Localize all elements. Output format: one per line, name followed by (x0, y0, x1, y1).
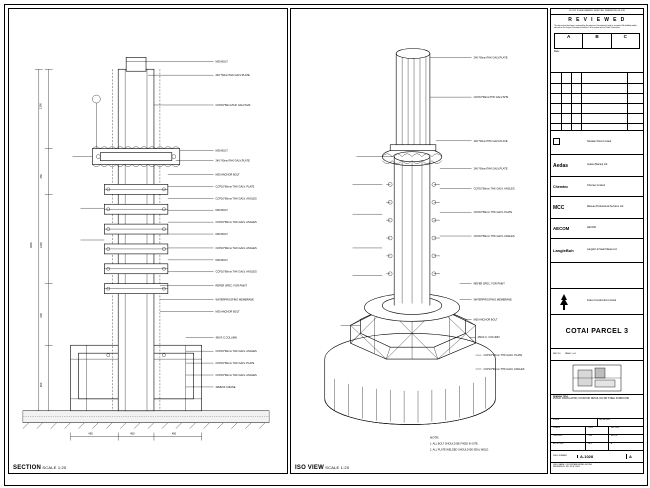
do-not-scale-note: DO NOT SCALE DRAWING. VERIFY ALL DIMENSIONS ON SITE (569, 10, 625, 12)
svg-text:CCP10*90mm THK GALV. ANGLES: CCP10*90mm THK GALV. ANGLES (215, 221, 257, 225)
section-drawing (9, 9, 285, 471)
drawing-title: PUBLIC CIRCULATION, FOUNTAIN DETAIL 04 FOR STEEL SURROUND (553, 398, 630, 401)
ref-no-label: REF. NO. (553, 353, 561, 356)
section-view-panel (8, 8, 288, 474)
section-annotation-text (216, 59, 257, 389)
section-view-scale: SCALE 1:20 (42, 465, 67, 470)
party-row-architect (551, 155, 643, 177)
svg-text:CCP10*90mm THK GALV. ANGLES: CCP10*90mm THK GALV. ANGLES (483, 367, 525, 371)
svg-text:2100: 2100 (39, 242, 43, 248)
field-row-drawn (551, 427, 643, 435)
svg-text:M30 BOLT: M30 BOLT (215, 258, 228, 262)
iso-annotation-text (474, 55, 525, 371)
project-name: COTAI PARCEL 3 (565, 328, 629, 335)
svg-text:240 *90mmTHK GALV.PLATE: 240 *90mmTHK GALV.PLATE (473, 139, 508, 143)
client-name: Novatan Direct Limited (587, 140, 612, 144)
svg-text:CCP10*90mmTHK GALV.SHS: CCP10*90mmTHK GALV.SHS (215, 103, 251, 107)
svg-text:CCP10*90mm THK GALV. ANGLES: CCP10*90mm THK GALV. ANGLES (215, 270, 257, 274)
iso-view-scale: SCALE 1:20 (325, 465, 350, 470)
rev-value: A (610, 443, 612, 445)
drawing-title-label: DRAWING TITLE (553, 396, 568, 398)
footer-reference: REFERENCE: SKC FILE: DWG (553, 466, 580, 469)
svg-text:900: 900 (39, 313, 43, 318)
party-row-client (551, 131, 643, 155)
drawn-label: DRAWN (551, 427, 586, 434)
svg-text:M30 ANCHOR BOLT: M30 ANCHOR BOLT (215, 173, 240, 177)
svg-text:CCP10*90mm THK GALV. PLATE: CCP10*90mm THK GALV. PLATE (483, 354, 523, 358)
svg-text:450 R.C. COLUMN: 450 R.C. COLUMN (477, 336, 500, 340)
scale-label: SCALE (551, 419, 598, 426)
revision-table (551, 73, 643, 131)
project-name-cell (551, 315, 643, 349)
svg-text:450: 450 (39, 174, 43, 179)
section-view-title: SECTION (13, 465, 42, 471)
key-plan-header (551, 349, 643, 361)
drawing-title-cell (551, 395, 643, 419)
structural-sub: Chemtec Limited (587, 184, 605, 188)
review-stamp-title: R E V I E W E D (568, 17, 626, 23)
svg-text:WATERPROOFING MEMBRANE: WATERPROOFING MEMBRANE (215, 298, 254, 302)
qs-sub: Langdon & Seah Macau Ltd. (587, 248, 618, 252)
svg-text:M30 ANCHOR BOLT: M30 ANCHOR BOLT (215, 310, 240, 314)
contractor-sub: Fodes Construction Limited (587, 299, 617, 303)
iso-view-title: ISO VIEW (295, 465, 324, 471)
svg-text:450: 450 (171, 432, 177, 436)
svg-text:CCP10*90mm THK GALV. PLATE: CCP10*90mm THK GALV. PLATE (473, 211, 513, 215)
iso-view-panel (290, 8, 548, 474)
drawn-value: DWG (586, 427, 608, 434)
svg-text:240 *90mmTHK GALV.PLATE: 240 *90mmTHK GALV.PLATE (473, 167, 508, 171)
architect-logo: Aedas (553, 162, 569, 169)
approved-label: APPROVED (551, 443, 586, 450)
key-plan-icon (572, 364, 622, 392)
svg-text:M30 BOLT: M30 BOLT (215, 233, 228, 237)
svg-text:3600: 3600 (29, 242, 33, 248)
date-value: SEP 2009 (610, 427, 620, 429)
title-block-footer (551, 463, 643, 473)
review-grade-a[interactable]: A (555, 34, 583, 48)
review-grade-b[interactable]: B (583, 34, 611, 48)
drawing-no-label: DWG. NUMBER (551, 455, 578, 457)
contractor-logo-icon (553, 292, 575, 312)
svg-text:REFER SPEC. FOR PAINT: REFER SPEC. FOR PAINT (215, 284, 247, 288)
svg-text:1200: 1200 (39, 103, 43, 109)
structural-logo: Chemtec (553, 184, 569, 189)
svg-text:CCP10*90mm THK GALV. ANGLES: CCP10*90mm THK GALV. ANGLES (215, 350, 257, 354)
iso-drawing (291, 9, 545, 471)
svg-text:WATERPROOFING MEMBRANE: WATERPROOFING MEMBRANE (473, 298, 512, 302)
svg-text:2. ALL PLATE WELDED SHOULD BE: 2. ALL PLATE WELDED SHOULD BE SEAL WELD. (429, 448, 489, 452)
key-plan (551, 361, 643, 395)
field-row-checked (551, 435, 643, 443)
title-block-panel (550, 8, 644, 474)
ref-no-value: PANEL 1 of 1 (564, 353, 577, 356)
review-date-label: Date : (554, 50, 561, 53)
party-row-contractor (551, 289, 643, 315)
svg-text:REFER SPEC. FOR PAINT: REFER SPEC. FOR PAINT (473, 282, 505, 286)
party-row-structural (551, 177, 643, 197)
svg-text:CCP10*90mm THK GALV. ANGLES: CCP10*90mm THK GALV. ANGLES (215, 374, 257, 378)
svg-text:CCP10*90mm THK GALV. PLATE: CCP10*90mm THK GALV. PLATE (215, 185, 255, 189)
drawing-no: A-1028 (578, 454, 627, 459)
party-row-civil (551, 219, 643, 239)
svg-text:CCP10*90mmTHK GALV.SHS: CCP10*90mmTHK GALV.SHS (473, 96, 509, 100)
svg-text:CCP10*90mm THK GALV. ANGLES: CCP10*90mm THK GALV. ANGLES (473, 187, 515, 191)
section-view-label (13, 465, 66, 471)
approved-value: APP (586, 443, 608, 450)
svg-text:450: 450 (88, 432, 93, 436)
party-row-qs (551, 239, 643, 263)
svg-text:CCP10*90mm THK GALV. ANGLES: CCP10*90mm THK GALV. ANGLES (215, 246, 257, 250)
svg-text:450 R.C.COLUMN: 450 R.C.COLUMN (215, 336, 237, 340)
civil-sub: AECOM (587, 226, 596, 230)
civil-logo: AECOM (553, 226, 570, 231)
mep-logo: MCC (553, 204, 565, 211)
svg-text:M30 BOLT: M30 BOLT (215, 149, 228, 153)
mep-sub: Maceau Professional Services Ltd. (587, 205, 624, 209)
dwg-no-value: SKC-01 (610, 435, 618, 437)
svg-text:CCP10*90mm THK GALV. PLATE: CCP10*90mm THK GALV. PLATE (215, 362, 255, 366)
field-row-approved (551, 443, 643, 451)
review-grade-c[interactable]: C (623, 33, 627, 39)
svg-text:450: 450 (130, 432, 135, 436)
svg-text:600: 600 (39, 382, 43, 387)
drawing-number-row (551, 451, 643, 463)
checked-label: CHECKED (551, 435, 586, 442)
svg-text:240 *90mmTHK GALV.PLATE: 240 *90mmTHK GALV.PLATE (215, 159, 250, 163)
revision-no: A (629, 454, 632, 459)
client-logo-mark (553, 138, 560, 145)
review-stamp (551, 15, 643, 73)
svg-text:M30 ANCHOR BOLT: M30 ANCHOR BOLT (473, 318, 498, 322)
iso-view-label (295, 465, 349, 471)
review-stamp-body: This document has been reviewed by the relevant Consultant(s) and is accepted. No liability and/or referral to the Project Procedure Section 5.4 for action by the Trade Contractor. (554, 25, 637, 30)
svg-text:M30 BOLT: M30 BOLT (215, 60, 228, 64)
architect-sub: Aedas (Macau) Ltd. (587, 163, 608, 167)
svg-text:40MM R.C.BASE: 40MM R.C.BASE (215, 385, 236, 389)
svg-text:CCP10*90mm THK GALV. ANGLES: CCP10*90mm THK GALV. ANGLES (473, 235, 515, 239)
svg-text:M30 BOLT: M30 BOLT (215, 209, 228, 213)
iso-notes (430, 435, 489, 451)
svg-text:1. ALL BOLT SHOULD BE FIXED I: 1. ALL BOLT SHOULD BE FIXED IN SITE. (429, 442, 479, 446)
svg-text:240 *90mmTHK GALV.PLATE: 240 *90mmTHK GALV.PLATE (473, 56, 508, 60)
scale-value: AS SHOWN (599, 419, 610, 421)
party-row-mep (551, 197, 643, 219)
qs-logo: LangleBuh (553, 248, 574, 253)
field-row-scale (551, 419, 643, 427)
svg-text:240 *90mmTHK GALV.PLATE: 240 *90mmTHK GALV.PLATE (215, 74, 250, 78)
checked-value: CHK (586, 435, 608, 442)
svg-text:NOTE:: NOTE: (429, 435, 440, 440)
svg-text:CCP10*90mm THK GALV. ANGLES: CCP10*90mm THK GALV. ANGLES (215, 197, 257, 201)
footer-file-path: DWG. NAME: C:\FOUNTAIN-DETAIL-04.DWG (553, 464, 593, 466)
